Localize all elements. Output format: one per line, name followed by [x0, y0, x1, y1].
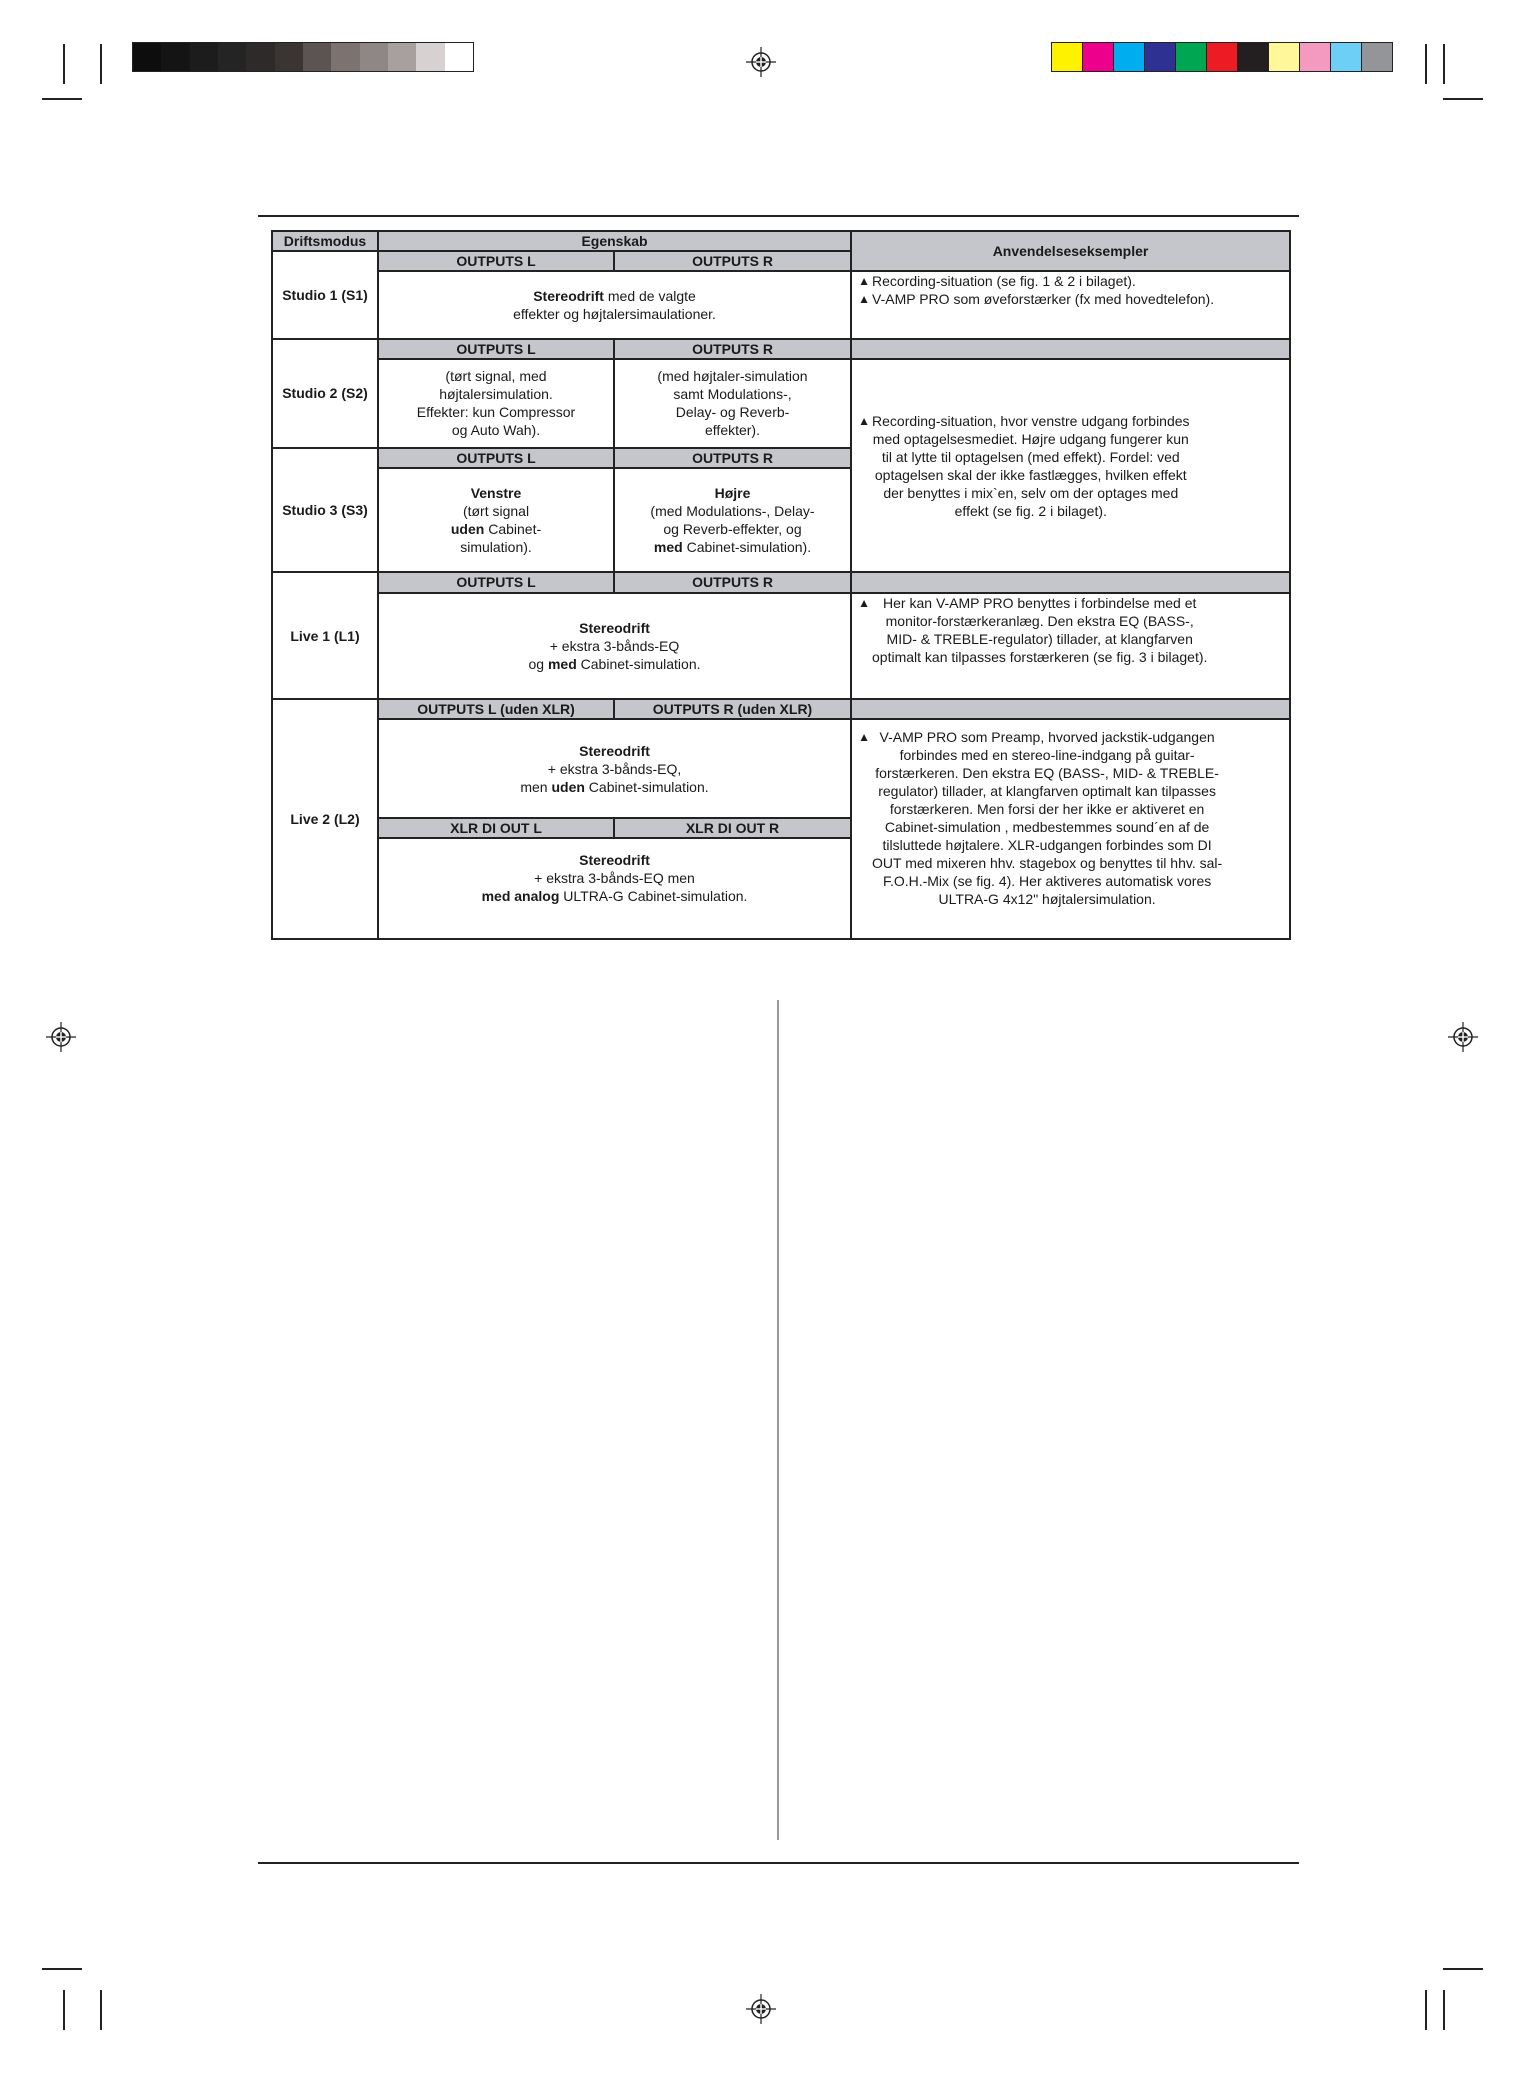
text-line: Recording-situation, hvor venstre udgang forbindes	[872, 412, 1190, 429]
bold-text: Stereodrift	[579, 852, 650, 869]
text: Cabinet-simulation.	[584, 778, 709, 795]
text: effekter og højtalersimaulationer.	[513, 306, 716, 323]
process-color-bar	[1051, 42, 1393, 72]
outputs-r-header: OUTPUTS R	[614, 339, 851, 359]
color-swatch	[416, 43, 444, 71]
text: + ekstra 3-bånds-EQ men	[534, 870, 695, 887]
text: og Reverb-effekter, og	[663, 521, 802, 538]
text-line: med optagelsesmediet. Højre udgang fungerer kun	[872, 430, 1189, 447]
text-line: Cabinet-simulation , medbestemmes sound´en af de	[884, 819, 1210, 836]
crop-mark	[42, 1968, 82, 1970]
application-cell	[851, 271, 1290, 338]
text: V-AMP PRO som øveforstærker (fx med hovedtelefon).	[872, 291, 1215, 308]
text: Recording-situation (se fig. 1 & 2 i bilaget).	[872, 273, 1136, 290]
text: (tørt signal, med	[445, 368, 547, 385]
color-swatch	[1299, 43, 1330, 71]
bold-text: med	[653, 539, 683, 556]
xlr-r-header: XLR DI OUT R	[614, 818, 851, 838]
text	[872, 412, 1190, 520]
outputs-r-header: OUTPUTS R	[614, 572, 851, 592]
property-cell	[378, 838, 851, 939]
text: ULTRA-G Cabinet-simulation.	[559, 888, 748, 905]
color-swatch	[1237, 43, 1268, 71]
color-swatch	[388, 43, 416, 71]
triangle-bullet-icon: ▲	[858, 274, 870, 289]
text: effekter).	[705, 422, 760, 439]
property-cell	[614, 359, 851, 448]
registration-mark-icon	[1448, 1022, 1478, 1052]
property-cell	[378, 271, 851, 338]
text: og	[528, 655, 548, 672]
text-line: regulator) tillader, at klangfarven optimalt kan tilpasses	[878, 783, 1216, 800]
crop-mark	[1443, 98, 1483, 100]
property-cell	[378, 719, 851, 818]
property-cell	[378, 468, 614, 573]
xlr-l-header: XLR DI OUT L	[378, 818, 614, 838]
text: samt Modulations-,	[673, 386, 792, 403]
mode-column-header: Driftsmodus	[272, 231, 378, 251]
outputs-l-header: OUTPUTS L	[378, 572, 614, 592]
text: Cabinet-	[484, 521, 542, 538]
color-swatch	[1268, 43, 1299, 71]
bottom-rule	[258, 1862, 1299, 1864]
color-swatch	[360, 43, 388, 71]
triangle-bullet-icon: ▲	[858, 292, 870, 307]
text-line: optagelsen skal der ikke fastlægges, hvilken effekt	[874, 466, 1187, 483]
text: + ekstra 3-bånds-EQ,	[547, 760, 682, 777]
crop-mark	[1443, 44, 1445, 84]
color-swatch	[275, 43, 303, 71]
outputs-l-header: OUTPUTS L	[378, 448, 614, 468]
operating-modes-table	[271, 230, 1291, 940]
crop-mark	[63, 1990, 65, 2030]
color-swatch	[1052, 43, 1082, 71]
text-line: F.O.H.-Mix (se fig. 4). Her aktiveres automatisk vores	[882, 873, 1212, 890]
mode-cell: Studio 3 (S3)	[272, 448, 378, 573]
application-subheader	[851, 572, 1290, 592]
text-line: OUT med mixeren hhv. stagebox og benyttes til hhv. sal-	[872, 855, 1223, 872]
text-line: der benyttes i mix`en, selv om der optages med	[883, 484, 1179, 501]
color-swatch	[1082, 43, 1113, 71]
crop-mark	[42, 98, 82, 100]
text: (tørt signal	[462, 503, 530, 520]
bold-text: med analog	[481, 888, 560, 905]
text-line: V-AMP PRO som Preamp, hvorved jackstik-udgangen	[879, 729, 1215, 746]
outputs-l-header: OUTPUTS L (uden XLR)	[378, 699, 614, 719]
bold-text: Stereodrift	[533, 288, 604, 305]
text: (med Modulations-, Delay-	[650, 503, 815, 520]
registration-mark-icon	[46, 1022, 76, 1052]
crop-mark	[1443, 1968, 1483, 1970]
text-line: forstærkeren. Den ekstra EQ (BASS-, MID- & TREBLE-	[875, 765, 1219, 782]
text-line: tilsluttede højtalere. XLR-udgangen forbindes som DI	[882, 837, 1212, 854]
outputs-l-header: OUTPUTS L	[378, 251, 614, 271]
crop-mark	[1443, 1990, 1445, 2030]
text-line: Her kan V-AMP PRO benyttes i forbindelse med et	[883, 594, 1197, 611]
color-swatch	[1206, 43, 1237, 71]
bold-text: Højre	[714, 485, 751, 502]
text-line: forstærkeren. Men forsi der her ikke er aktiveret en	[889, 801, 1205, 818]
color-swatch	[1144, 43, 1175, 71]
mode-cell: Live 2 (L2)	[272, 699, 378, 939]
mode-cell: Live 1 (L1)	[272, 572, 378, 699]
property-cell	[378, 359, 614, 448]
outputs-r-header: OUTPUTS R	[614, 448, 851, 468]
application-cell	[851, 719, 1290, 939]
triangle-bullet-icon: ▲	[858, 413, 870, 428]
application-subheader	[851, 699, 1290, 719]
text: + ekstra 3-bånds-EQ	[549, 637, 680, 654]
color-swatch	[218, 43, 246, 71]
crop-mark	[1425, 44, 1427, 84]
text: simulation).	[460, 539, 532, 556]
text: men	[520, 778, 552, 795]
text	[872, 594, 1207, 666]
mode-cell: Studio 1 (S1)	[272, 251, 378, 339]
crop-mark	[100, 1990, 102, 2030]
color-swatch	[133, 43, 161, 71]
crop-mark	[63, 44, 65, 84]
crop-mark	[1425, 1990, 1427, 2030]
text: (med højtaler-simulation	[657, 368, 808, 385]
text-line: optimalt kan tilpasses forstærkeren (se fig. 3 i bilaget).	[872, 648, 1208, 665]
color-swatch	[1361, 43, 1392, 71]
application-cell	[851, 359, 1290, 573]
application-cell	[851, 593, 1290, 700]
property-cell	[378, 593, 851, 700]
property-cell	[614, 468, 851, 573]
text-line: ULTRA-G 4x12" højtalersimulation.	[938, 891, 1156, 908]
registration-mark-icon	[746, 47, 776, 77]
bold-text: Stereodrift	[579, 742, 650, 759]
mode-cell: Studio 2 (S2)	[272, 339, 378, 448]
text-line: til at lytte til optagelsen (med effekt). Fordel: ved	[881, 448, 1180, 465]
color-swatch	[1113, 43, 1144, 71]
bold-text: med	[547, 655, 577, 672]
text: og Auto Wah).	[451, 422, 541, 439]
triangle-bullet-icon: ▲	[858, 730, 870, 745]
color-swatch	[246, 43, 274, 71]
text: Effekter: kun Compressor	[416, 404, 576, 421]
text-line: forbindes med en stereo-line-indgang på guitar-	[899, 747, 1195, 764]
grayscale-color-bar	[132, 42, 474, 72]
bold-text: Venstre	[470, 485, 522, 502]
outputs-r-header: OUTPUTS R (uden XLR)	[614, 699, 851, 719]
column-divider	[777, 1000, 779, 1840]
color-swatch	[303, 43, 331, 71]
text	[872, 728, 1222, 908]
text: Delay- og Reverb-	[675, 404, 790, 421]
application-subheader	[851, 339, 1290, 359]
color-swatch	[445, 43, 473, 71]
property-column-header: Egenskab	[378, 231, 851, 251]
registration-mark-icon	[746, 1994, 776, 2024]
color-swatch	[190, 43, 218, 71]
text: Cabinet-simulation).	[682, 539, 812, 556]
text: med de valgte	[603, 288, 696, 305]
color-swatch	[331, 43, 359, 71]
application-column-header: Anvendelseseksempler	[851, 231, 1290, 271]
text: Cabinet-simulation.	[576, 655, 701, 672]
triangle-bullet-icon: ▲	[858, 595, 870, 610]
text: højtalersimulation.	[439, 386, 553, 403]
bold-text: uden	[551, 778, 585, 795]
bold-text: uden	[450, 521, 485, 538]
text-line: monitor-forstærkeranlæg. Den ekstra EQ (BASS-,	[885, 612, 1194, 629]
outputs-l-header: OUTPUTS L	[378, 339, 614, 359]
color-swatch	[161, 43, 189, 71]
color-swatch	[1175, 43, 1206, 71]
outputs-r-header: OUTPUTS R	[614, 251, 851, 271]
bold-text: Stereodrift	[579, 619, 650, 636]
text-line: effekt (se fig. 2 i bilaget).	[954, 502, 1107, 519]
color-swatch	[1330, 43, 1361, 71]
top-rule	[258, 215, 1299, 217]
text-line: MID- & TREBLE-regulator) tillader, at klangfarven	[886, 630, 1193, 647]
crop-mark	[100, 44, 102, 84]
